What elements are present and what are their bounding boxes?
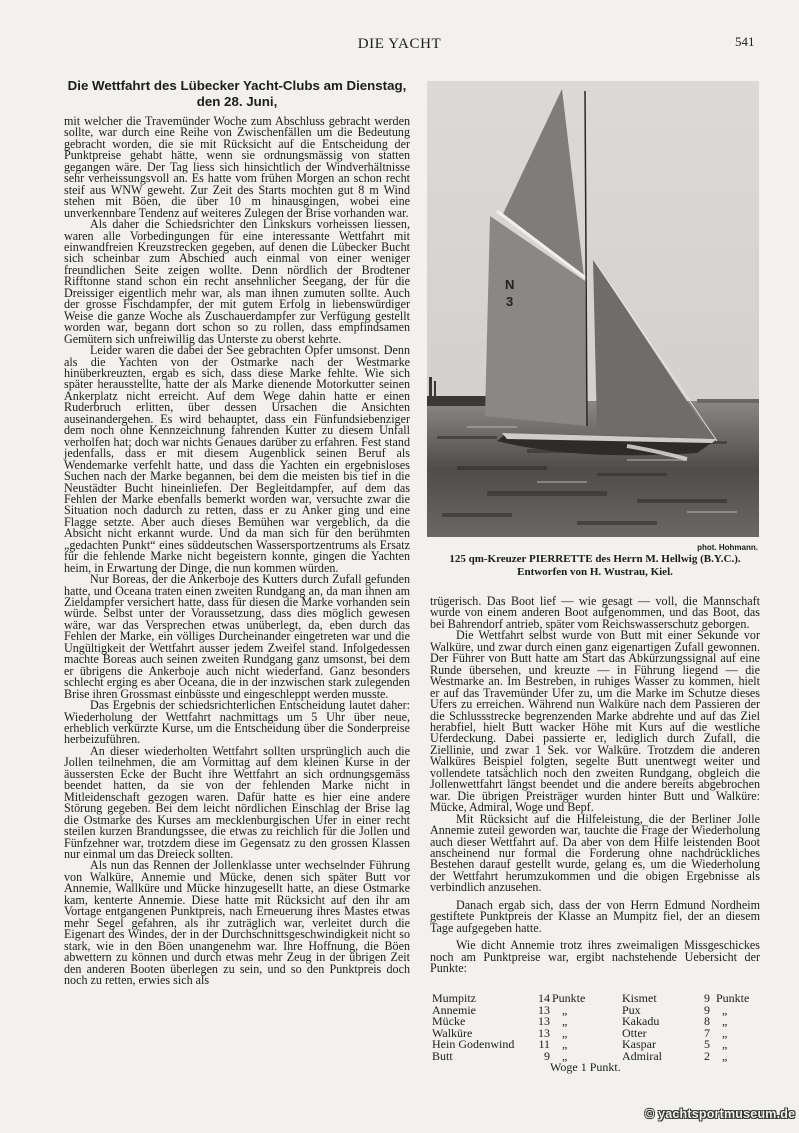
boat-points: 13: [538, 1025, 550, 1040]
paragraph: Nur Boreas, der die Ankerboje des Kutters durch Zufall gefunden hatte, und Oceana traten einen zweiten Rundgang an, da man ihnen am Zieldampfer versichert hatte, dass für diesen die Marke vorhanden sein würde. Selbst unter der Voraussetzung, dass dies möglich gewesen wäre, war das Versprechen etwas unüberlegt, da, eben durch das Fehlen der Marke, ein völliges Durcheinander eingetreten war und die Ungültigkeit der Wettfahrt ausser jedem Zweifel stand. Infolgedessen machte Boreas auch seinen zweiten Rundgang ganz umsonst, bei dem er übrigens die Ankerboje auch nicht wiederfand. Ganz besonders schlecht erging es aber Oceana, die in der inzwischen stark zulegenden Brise ihren Grossmast einbüsste und eingeschleppt werden musste.: [64, 572, 410, 701]
page-header: [0, 34, 799, 54]
article-title: Die Wettfahrt des Lübecker Yacht-Clubs am Dienstag, den 28. Juni,: [67, 78, 407, 109]
boat-name: Mücke: [432, 1014, 466, 1028]
sailboat-photo: [427, 81, 759, 537]
photo-credit: phot. Hohmann.: [697, 543, 758, 552]
paragraph: Danach ergab sich, dass der von Herrn Edmund Nordheim gestiftete Punktpreis der Klasse an Mumpitz fiel, der an diesem Tage aufgegeben hatte.: [430, 897, 760, 935]
paragraph: An dieser wiederholten Wettfahrt sollten ursprünglich auch die Jollen teilnehmen, die am Vormittag auf dem kleinen Kurse in der äussersten Ecke der Bucht ihre Wettfahrt an sich ordnungsgemäss beendet hatten, da sie von der fehlenden Marke nicht in Mitleidenschaft gezogen waren. Dafür hatte es hier eine andere Störung gegeben. Bei dem leicht nördlichen Einschlag der Brise lag die Ostmarke des Kurses am mecklenburgischen Ufer in einer recht steilen kurzen Brandungssee, die etwas zu reichlich für die Jollen und Fünfzehner war, trotzdem diese im Gegensatz zu den grossen Klassen nur einmal um das Dreieck sollten.: [64, 743, 410, 861]
paragraph: Wie dicht Annemie trotz ihres zweimaligen Missgeschickes noch am Punktpreise war, ergibt nachstehende Uebersicht der Punkte:: [430, 938, 760, 976]
boat-name: Butt: [432, 1048, 453, 1063]
ditto-mark: „: [562, 1002, 568, 1017]
boat-name: Kismet: [622, 991, 657, 1005]
points-unit: Punkte: [552, 991, 586, 1005]
boat-points: 5: [704, 1037, 710, 1051]
boat-name: Kakadu: [622, 1014, 660, 1028]
figure-caption: [430, 553, 760, 579]
table-row: [430, 1039, 760, 1051]
left-column: [64, 78, 410, 986]
boat-name: Walküre: [432, 1025, 473, 1040]
ditto-mark: „: [722, 1048, 728, 1063]
watermark: © yachtsportmuseum.de: [645, 1107, 796, 1121]
ditto-mark: „: [722, 1025, 728, 1040]
boat-name: Kaspar: [622, 1037, 656, 1051]
boat-points: 9: [704, 1002, 710, 1017]
boat-points: 7: [704, 1025, 710, 1040]
paragraph: Leider waren die dabei der See gebrachten Opfer umsonst. Denn als die Yachten von der Ostmarke nach der Westmarke hinüberkreuzten, ergab es sich, dass diese Marke fehlte. Wie sich später herausstellte, hatte der als Marke dienende Motorkutter seinen Ankerplatz nicht erreicht. Auf dem Wege dahin hatte er einen Ruderbruch erlitten, über dessen Ursachen die Ansichten auseinandergehen. Es wird behauptet, dass ein Fünfundsiebenziger dem noch ohne Kennzeichnung fahrenden Kutter zu diesem Unfall verholfen hat; doch war nichts Genaues darüber zu erfahren. Fest stand jedenfalls, dass er mit diesem Augenblick seinen Beruf als Wendemarke verfehlt hatte, und dass die Yachten ein ergebnisloses Suchen nach der Marke begannen, bei dem die meisten bis tief in die Neustädter Bucht hineinliefen. Der Begleitdampfer, auf dem das Fehlen der Marke ebenfalls bemerkt worden war, versuchte zwar die Situation noch dadurch zu retten, dass er zu Anker ging und eine Flagge setzte. Aber auch dieses Bemühen war vergeblich, da die Absicht nicht erkannt wurde. Und da man sich für den berühmten „gedachten Punkt“ eines süddeutschen Wassersportzentrums als Ersatz für die fehlende Marke nicht begeistern konnte, gingen die Yachten heim, in Erwartung der Dinge, die nun kommen würden.: [64, 343, 410, 575]
paragraph: Das Ergebnis der schiedsrichterlichen Entscheidung lautet daher: Wiederholung der Wettfahrt nachmittags um 5 Uhr über neue, erheblich verkürzte Kurse, um die Entscheidung über die Sonderpreise herbeizuführen.: [64, 698, 410, 747]
table-row: [430, 993, 760, 1005]
paragraph: Mit Rücksicht auf die Hilfeleistung, die der Berliner Jolle Annemie zuteil geworden war, tauchte die Frage der Wiederholung auch dieser Wettfahrt auf. Da aber von dem Hilfe leistenden Boot anscheinend nur formal die Forderung ohne nachdrückliches Bestehen darauf gestellt wurde, gelang es, um die Wiederholung der Wettfahrt herumzukommen und die obigen Ergebnisse als verbindlich anzusehen.: [430, 811, 760, 895]
table-row: [430, 1002, 760, 1017]
ditto-mark: „: [562, 1014, 568, 1028]
boat-points: 9: [544, 1048, 550, 1063]
boat-name: Admiral: [622, 1048, 662, 1063]
boat-name: Hein Godenwind: [432, 1037, 515, 1051]
boat-points: 11: [538, 1037, 550, 1051]
running-title: DIE YACHT: [357, 36, 442, 52]
boat-points: 2: [704, 1048, 710, 1063]
boat-points: 14: [538, 991, 550, 1005]
boat-name: Otter: [622, 1025, 647, 1040]
ditto-mark: „: [722, 1002, 728, 1017]
page-number: 541: [735, 34, 755, 49]
caption-line: 125 qm-Kreuzer PIERRETTE des Herrn M. Hellwig (B.Y.C.).: [449, 553, 741, 565]
boat-points: 8: [704, 1014, 710, 1028]
table-row: [430, 1016, 760, 1028]
paragraph: Als daher die Schiedsrichter den Linkskurs vorheissen liessen, waren alle Vorbedingungen für eine interessante Wettfahrt mit einwandfreien Kreuzstrecken gegeben, auf denen die Lübecker Bucht sich scheinbar zum Abschied auch einmal von einer weniger freundlichen Seite zeigen wollte. Denn nördlich der Brodtener Rifftonne stand schon ein recht ansehnlicher Seegang, der für die Dreissiger eigentlich mehr war, als man ihnen zumuten sollte. Auch der grosse Fischdampfer, der mit gutem Erfolg in liebenswürdiger Weise die ganze Woche als Zuschauerdampfer zur Verfügung gestellt worden war, begann dort schon so zu rollen, dass empfindsamen Gemütern sich unfreiwillig das Unterste zu oberst kehrte.: [64, 217, 410, 346]
boat-points: 13: [538, 1014, 550, 1028]
paragraph: mit welcher die Travemünder Woche zum Abschluss gebracht werden sollte, war durch eine Reihe von Zwischenfällen um die Bedeutung gebracht worden, die sie mit Rücksicht auf die Entscheidung der Punktpreise gehabt hätte, wenn sie ordnungsmässig von statten gegangen wäre. Der Tag liess sich hinsichtlich der Windverhältnisse sehr verheissungsvoll an. Es hatte vom frühen Morgen an schon recht steif aus WNW geweht. Zur Zeit des Starts mochten gut 8 m Wind stehen mit Böen, die über 10 m hinausgingen, wobei eine unverkennbare Tendenz auf weiteres Zulegen der Brise vorhanden war.: [64, 114, 410, 220]
ditto-mark: „: [722, 1014, 728, 1028]
ditto-mark: „: [562, 1048, 568, 1063]
right-column: [430, 596, 760, 975]
boat-name: Pux: [622, 1002, 641, 1017]
paragraph: trügerisch. Das Boot lief — wie gesagt — voll, die Mannschaft wurde von einem anderen Boot aufgenommen, und das Boot, das bei Bahrendorf antrieb, später vom Reichswasserschutz geborgen.: [430, 594, 760, 631]
boat-points: 13: [538, 1002, 550, 1017]
boat-name: Annemie: [432, 1002, 476, 1017]
photo-illustration: [427, 81, 759, 537]
points-unit: Punkte: [716, 991, 750, 1005]
points-table: [430, 991, 760, 1074]
sail-number: N: [505, 277, 515, 292]
paragraph: Die Wettfahrt selbst wurde von Butt mit einer Sekunde vor Walküre, und zwar durch einen ganz eigenartigen Zufall gewonnen. Der Führer von Butt hatte am Start das Abkürzungssignal auf eine Runde übersehen, und kreuzte — in Führung liegend — die Westmarke an. Im Bestreben, in ruhiges Wasser zu kommen, hielt er auf das Travemünder Ufer zu, um die Marke im Schutze dieses Ufers zu erreichen. Während nun Walküre nach dem Passieren der die Schlussstrecke begrenzenden Marke abdrehte und auf das Ziel herabfiel, hielt Butt wacker Höhe mit Kurs auf die westliche Uferdeckung. Dabei passierte er, lediglich durch Zufall, die Ziellinie, und zwar 1 Sek. vor Walküre. Trotzdem die anderen Walküres Beispiel folgten, segelte Butt unentwegt weiter und vollendete tatsächlich noch den zweiten Rundgang, obgleich die Jollenwettfahrt längst beendet und die andere bereits abgebrochen war. Die übrigen Preisträger wurden hinter Butt und Walküre: Mücke, Admiral, Woge und Bepf.: [430, 628, 760, 815]
paragraph: Als nun das Rennen der Jollenklasse unter wechselnder Führung von Walküre, Annemie und Mücke, denen sich später Butt vor Annemie, Wallküre und Mücke hinzugesellt hatte, an diese Ostmarke kam, kenterte Annemie. Diese hatte mit Rücksicht auf den ihr am Vortage entgangenen Punktpreis, nach Erneuerung ihres Mastes etwas mehr Segel gefahren, als ihr zuträglich war, verleitet durch die Eigenart des Windes, der in der Durchschnittsgeschwindigkeit nicht so stark, wie in den Böen unangenehm war. Ihre Hoffnung, die Böen abwettern zu können und durch etwas mehr Zeug in der übrigen Zeit den anderen Booten überlegen zu sein, und so den Punktpreis doch noch zu retten, erwies sich als: [64, 858, 410, 987]
last-entry: Woge 1 Punkt.: [550, 1060, 621, 1074]
boat-name: Mumpitz: [432, 991, 476, 1005]
ditto-mark: „: [562, 1037, 568, 1051]
boat-points: 9: [704, 991, 710, 1005]
svg-text:3: 3: [506, 294, 514, 309]
ditto-mark: „: [722, 1037, 728, 1051]
ditto-mark: „: [562, 1025, 568, 1040]
caption-line: Entworfen von H. Wustrau, Kiel.: [517, 566, 673, 578]
